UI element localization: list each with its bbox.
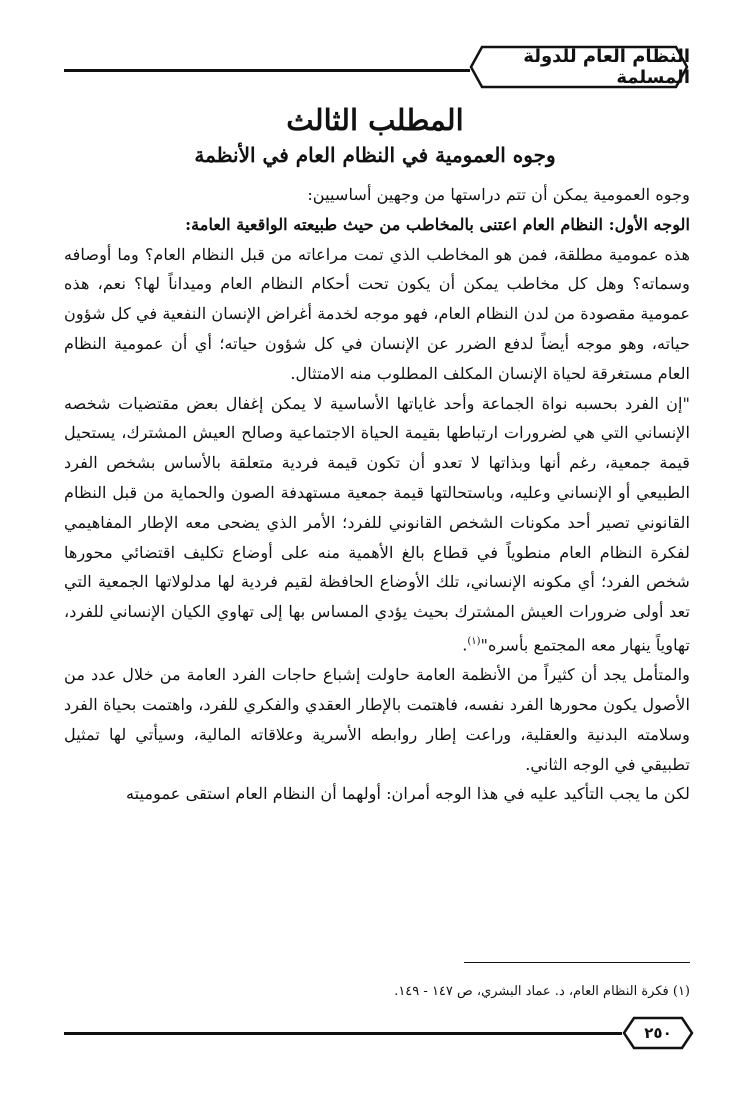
header-rule [64, 69, 470, 72]
running-header [64, 44, 690, 94]
paragraph-1: هذه عمومية مطلقة، فمن هو المخاطب الذي تمت مراعاته من قبل النظام العام؟ وما أوصافه وسماته؟ وهل كل مخاطب يمكن أن يكون تحت أحكام النظام العام وميداناً لها؟ نعم، هذه عمومية مقصودة من لدن النظام العام، فهو موجه لخدمة أغراض الإنسان النفعية في كل شؤون حياته، وهو موجه أيضاً لدفع الضرر عن الإنسان في كل شؤون حياته؛ أي أن عمومية النظام العام مستغرقة لحياة الإنسان المكلف المطلوب منه الامتثال. [64, 244, 690, 383]
first-aspect-heading: الوجه الأول: النظام العام اعتنى بالمخاطب من حيث طبيعته الواقعية العامة: [185, 214, 690, 234]
header-title-box [468, 44, 690, 90]
section-title: المطلب الثالث [286, 103, 464, 137]
section-subtitle: وجوه العمومية في النظام العام في الأنظمة [194, 143, 556, 167]
footer-rule [64, 1032, 622, 1035]
footnote: (١) فكرة النظام العام، د. عماد البشري، ص ١٤٧ - ١٤٩. [394, 984, 690, 999]
header-title: النظام العام للدولة المسلمة [523, 46, 690, 88]
quotation: "إن الفرد بحسبه نواة الجماعة وأحد غاياتها الأساسية لا يمكن إغفال بعض مقتضيات شخصه الإنساني التي هي لضرورات ارتباطها بقيمة الحياة الاجتماعية وصالح العيش المشترك، يستحيل قيمة جمعية، رغم أنها وبذاتها لا تعدو أن تكون قيمة فردية متعلقة بالأساس بشخص الفرد الطبيعي أو الإنساني وعليه، وباستحالتها قيمة جمعية مستهدفة الصون والحماية من قبل النظام القانوني تصير أحد مكونات الشخص القانوني للفرد؛ الأمر الذي يضحى معه الإطار المفاهيمي لفكرة النظام العام منطوياً في قطاع بالغ الأهمية منه على أوضاع تكليف اقتضائي محورها شخص الفرد؛ أي مكونه الإنساني، تلك الأوضاع الحافظة لقيم فردية لها مدلولاتها الجمعية التي تعد أولى ضرورات العيش المشترك بحيث يؤدي المساس بها إلى تهاوي الكيان الإنساني للفرد، تهاوياً ينهار معه المجتمع بأسره"$^{(١)}$. [64, 393, 690, 655]
page-number: ٢٥٠ [644, 1024, 672, 1042]
quotation-text: "إن الفرد بحسبه نواة الجماعة وأحد غاياتها الأساسية لا يمكن إغفال بعض مقتضيات شخصه الإنساني التي هي لضرورات ارتباطها بقيمة الحياة الاجتماعية وصالح العيش المشترك، يستحيل قيمة جمعية، رغم أنها وبذاتها لا تعدو أن تكون قيمة فردية متعلقة بالأساس بشخص الفرد الطبيعي أو الإنساني وعليه، وباستحالتها قيمة جمعية مستهدفة الصون والحماية من قبل النظام القانوني تصير أحد مكونات الشخص القانوني للفرد؛ الأمر الذي يضحى معه الإطار المفاهيمي لفكرة النظام العام منطوياً في قطاع بالغ الأهمية منه على أوضاع تكليف اقتضائي محورها شخص الفرد؛ أي مكونه الإنساني، تلك الأوضاع الحافظة لقيم فردية لها مدلولاتها الجمعية التي تعد أولى ضرورات العيش المشترك بحيث يؤدي المساس بها إلى تهاوي الكيان الإنساني للفرد، تهاوياً ينهار معه المجتمع بأسره" [64, 393, 690, 655]
footnote-marker: (١) [467, 635, 481, 647]
intro-paragraph: وجوه العمومية يمكن أن تتم دراستها من وجهين أساسيين: [307, 185, 690, 204]
footnote-rule [464, 962, 690, 963]
paragraph-3: لكن ما يجب التأكيد عليه في هذا الوجه أمران: أولهما أن النظام العام استقى عموميته [125, 784, 690, 804]
body-text [64, 180, 690, 809]
paragraph-2: والمتأمل يجد أن كثيراً من الأنظمة العامة حاولت إشباع حاجات الفرد العامة من خلال عدد من الأصول يكون محورها الفرد نفسه، فاهتمت بالإطار العقدي والفكري للفرد، واهتمت بحياة الفرد وسلامته البدنية والعقلية، وراعت إطار روابطه الأسرية وعلاقاته المالية، وسيأتي لها تمثيل تطبيقي في الوجه الثاني. [64, 665, 690, 774]
page-number-badge [622, 1016, 694, 1050]
